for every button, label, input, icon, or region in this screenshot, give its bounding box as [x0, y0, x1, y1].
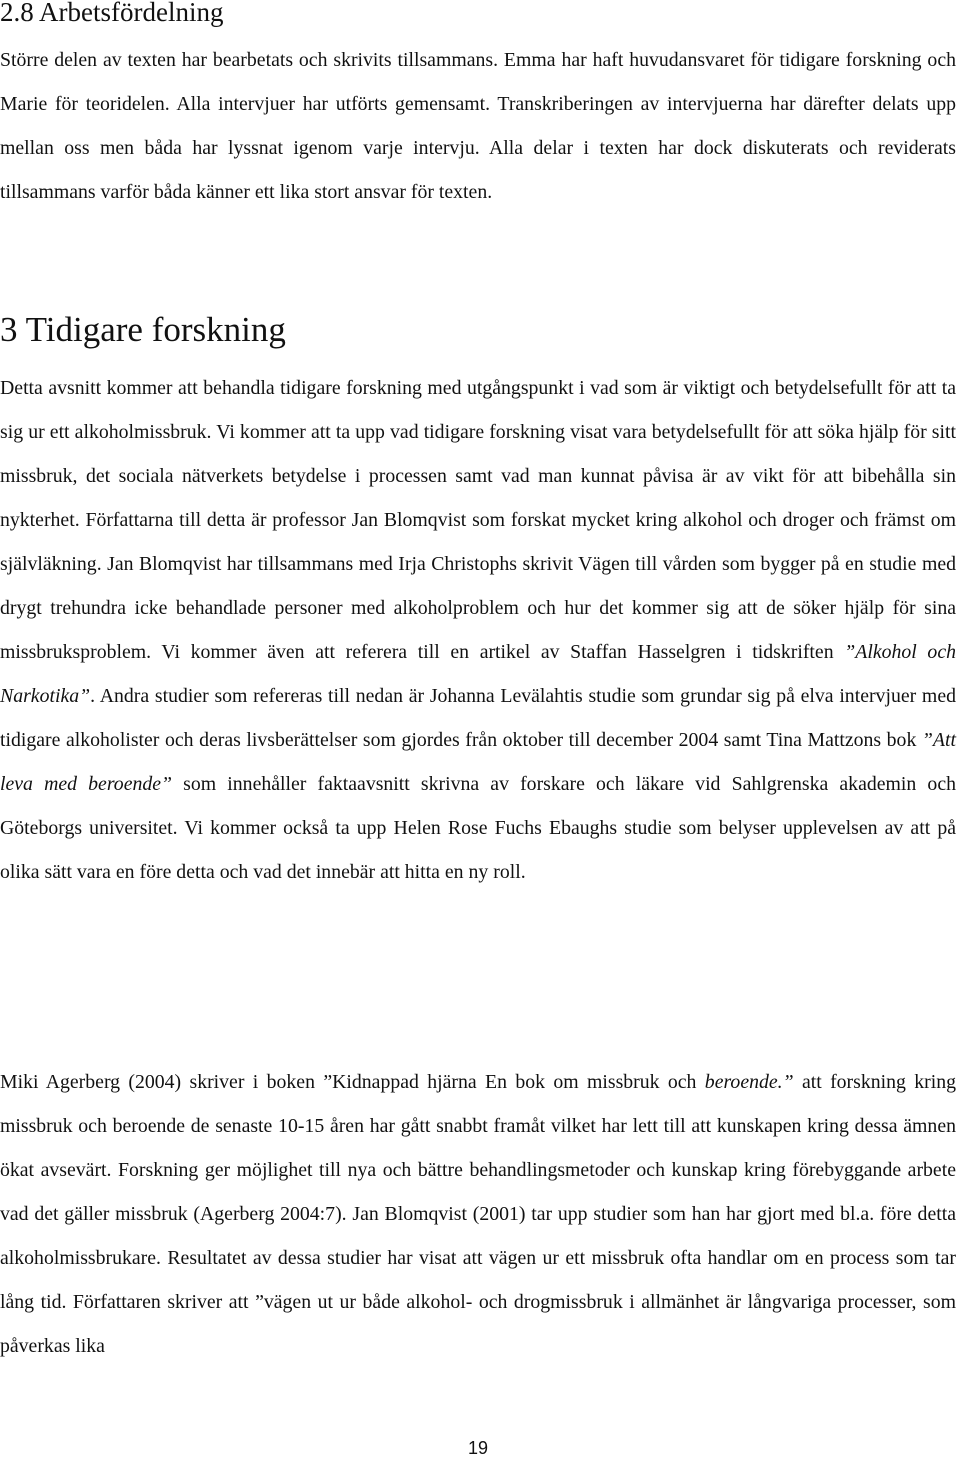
paragraph-text: Miki Agerberg (2004) skriver i boken ”Kidnappad hjärna En bok om missbruk och [0, 1071, 705, 1093]
chapter-paragraph-1 [0, 366, 956, 894]
book-title: ”Att leva med beroende” [0, 729, 956, 795]
paragraph-text: som innehåller faktaavsnitt skrivna av forskare och läkare vid Sahlgrenska akademin och Göteborgs universitet. Vi kommer också ta upp Helen Rose Fuchs Ebaughs studie som belyser upplevelsen av att på olika sätt vara en före detta och vad det innebär att hitta en ny roll. [0, 773, 956, 883]
chapter-heading: 3 Tidigare forskning [0, 310, 286, 349]
section-heading: 2.8 Arbetsfördelning [0, 0, 224, 27]
paragraph-text: . Andra studier som refereras till nedan är Johanna Levälahtis studie som grundar sig på elva intervjuer med tidigare alkoholister och deras livsberättelser som gjordes från oktober till december 2004 samt Tina Mattzons bok [0, 685, 956, 751]
journal-title: ”Alkohol och Narkotika” [0, 641, 956, 707]
book-title-end: beroende.” [704, 1071, 794, 1093]
paragraph-text: Detta avsnitt kommer att behandla tidigare forskning med utgångspunkt i vad som är viktigt och betydelsefullt för att ta sig ur ett alkoholmissbruk. Vi kommer att ta upp vad tidigare forskning visat vara betydelsefullt för att söka hjälp för sitt missbruk, det sociala nätverkets betydelse i processen samt vad man kunnat påvisa är av vikt för att bibehålla sin nykterhet. Författarna till detta är professor Jan Blomqvist som forskat mycket kring alkohol och droger och främst om självläkning. Jan Blomqvist har tillsammans med Irja Christophs skrivit Vägen till vården som bygger på en studie med drygt trehundra icke behandlade personer med alkoholproblem och hur det kommer sig att de söker hjälp för sina missbruksproblem. Vi kommer även att referera till en artikel av Staffan Hasselgren i tidskriften [0, 377, 956, 663]
page-number: 19 [467, 1438, 489, 1458]
paragraph-text: att forskning kring missbruk och beroende de senaste 10-15 åren har gått snabbt framåt vilket har lett till att kunskapen kring dessa ämnen ökat avsevärt. Forskning ger möjlighet till nya och bättre behandlingsmetoder och kunskap kring förebyggande arbete vad det gäller missbruk (Agerberg 2004:7). Jan Blomqvist (2001) tar upp studier som han har gjort med bl.a. före detta alkoholmissbrukare. Resultatet av dessa studier har visat att vägen ur ett missbruk ofta handlar om en process som tar lång tid. Författaren skriver att ”vägen ut ur både alkohol- och drogmissbruk i allmänhet är långvariga processer, som påverkas lika [0, 1071, 957, 1357]
section-paragraph: Större delen av texten har bearbetats och skrivits tillsammans. Emma har haft huvudansvaret för tidigare forskning och Marie för teoridelen. Alla intervjuer har utförts gemensamt. Transkriberingen av intervjuerna har därefter delats upp mellan oss men båda har lyssnat igenom varje intervju. Alla delar i texten har dock diskuterats och reviderats tillsammans varför båda känner ett lika stort ansvar för texten. [0, 49, 956, 203]
chapter-paragraph-2 [0, 1060, 956, 1368]
